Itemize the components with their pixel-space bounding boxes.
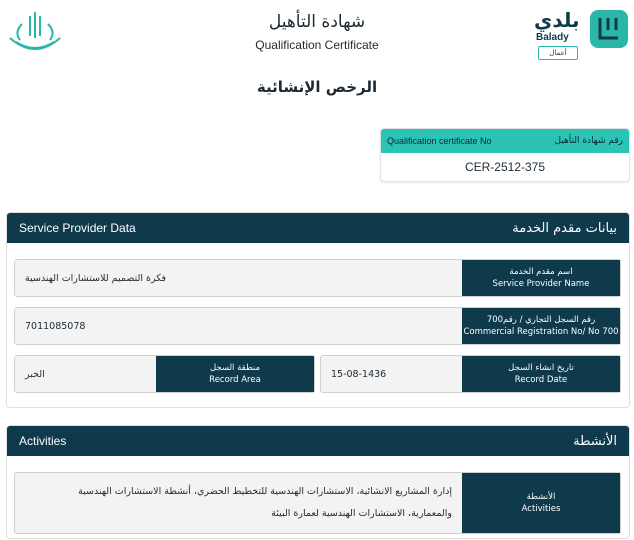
service-provider-title-ar: بيانات مقدم الخدمة <box>512 220 617 236</box>
certificate-title-ar: شهادة التأهيل <box>268 12 366 32</box>
record-date-label <box>462 356 620 392</box>
commercial-registration-field <box>14 307 621 345</box>
service-provider-header <box>7 213 629 243</box>
provider-name-field <box>14 259 621 297</box>
certificate-number-value: CER-2512-375 <box>464 160 546 174</box>
balady-mark-icon <box>590 10 628 48</box>
record-date-label-en: Record Date <box>514 375 568 385</box>
record-date-value: 15-08-1436 <box>331 368 387 380</box>
activities-field <box>14 472 621 534</box>
commercial-registration-label-ar: رقم السجل التجاري / رقم700 <box>486 315 596 325</box>
activities-section <box>6 425 630 539</box>
provider-name-label-ar: اسم مقدم الخدمة <box>509 267 573 277</box>
license-type-title: الرخص الإنشائية <box>256 78 378 96</box>
record-area-label <box>156 356 314 392</box>
record-date-label-ar: تاريخ انشاء السجل <box>508 363 574 373</box>
certificate-title-en: Qualification Certificate <box>255 38 379 52</box>
record-area-label-en: Record Area <box>209 375 261 385</box>
commercial-registration-value: 7011085078 <box>25 320 86 332</box>
certificate-number-header <box>381 129 629 153</box>
activities-label-ar: الأنشطة <box>526 492 556 502</box>
provider-name-value: فكرة التصميم للاستشارات الهندسية <box>25 272 167 284</box>
provider-name-label-en: Service Provider Name <box>492 279 590 289</box>
activities-line-1: إدارة المشاريع الانشائية، الاستشارات الهندسية للتخطيط الحضري، أنشطة الاستشارات الهندسية <box>78 486 452 497</box>
activities-title-en: Activities <box>19 434 67 448</box>
commercial-registration-label-en: Commercial Registration No/ No 700 <box>463 327 619 337</box>
activities-label <box>462 473 620 533</box>
provider-name-label <box>462 260 620 296</box>
activities-header <box>7 426 629 456</box>
record-date-field <box>320 355 621 393</box>
certificate-number-label-en: Qualification certificate No <box>387 136 492 146</box>
certificate-number-box <box>380 128 630 182</box>
record-area-field <box>14 355 315 393</box>
activities-line-2: والمعمارية، الاستشارات الهندسية لعمارة البيئة <box>271 508 452 519</box>
balady-logo-text-ar: بلدي <box>534 8 580 32</box>
record-area-label-ar: منطقة السجل <box>209 363 261 373</box>
activities-value <box>15 473 462 533</box>
record-area-value: الخبر <box>25 368 45 380</box>
service-provider-title-en: Service Provider Data <box>19 221 136 235</box>
commercial-registration-label <box>462 308 620 344</box>
balady-logo <box>530 8 630 64</box>
activities-label-en: Activities <box>521 504 561 514</box>
balady-logo-text-en: Balady <box>536 32 569 43</box>
balady-tag: أعمال <box>538 46 578 60</box>
activities-title-ar: الأنشطة <box>573 433 617 449</box>
service-provider-section <box>6 212 630 408</box>
certificate-number-label-ar: رقم شهادة التأهيل <box>554 136 623 146</box>
